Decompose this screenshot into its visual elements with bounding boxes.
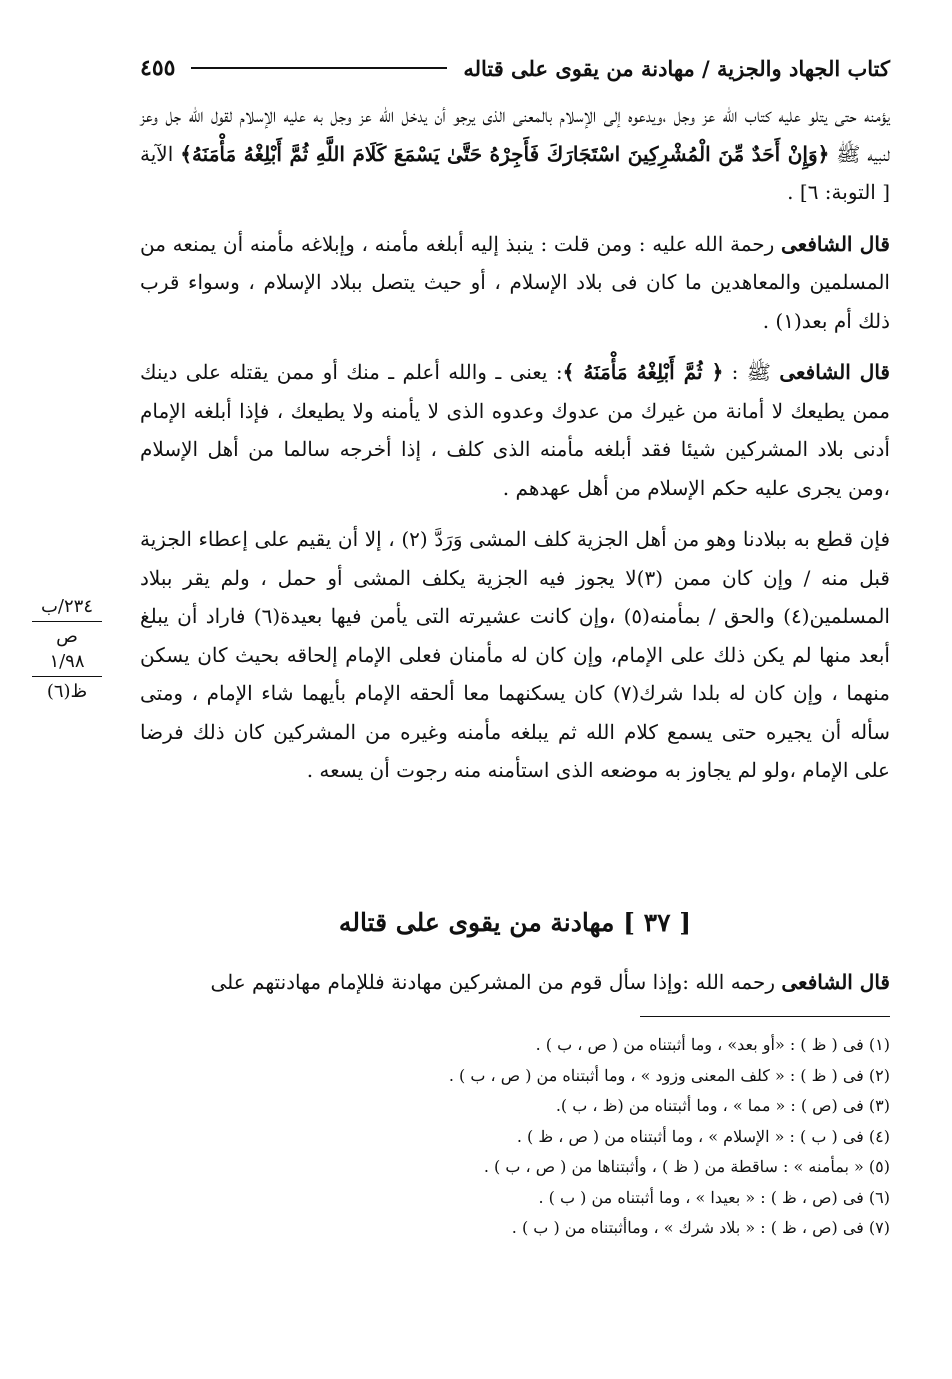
margin-note-folio-2: ١/٩٨ — [49, 651, 85, 672]
paragraph-3-text: ﷺ : — [723, 360, 780, 384]
paragraph-2-text: رحمة الله عليه : ومن قلت : ينبذ إليه أبلغه مأمنه ، وإبلاغه مأمنه أن يمنعه من المسلمين والمعاهدين ما كان فى بلاد الإسلام ، أو حيث يتصل ببلاد الإسلام ، وسواء قرب ذلك أم بعد(١) . — [140, 231, 890, 333]
paragraph-3-tail: : يعنى ـ والله أعلم ـ منك أو ممن يقتله على دينك ممن يطيعك لا أمانة من غيرك من عدوك وعدوه الذى لا يأمنه ولا يطيعك ، فإذا أبلغه الإمام أدنى بلاد المشركين شيئا فقد أبلغه مأمنه الذى كلف ، إذا أخرجه سالما من أهل الإسلام ،ومن يجرى عليه حكم الإسلام من أهل عهدهم . — [140, 360, 890, 500]
paragraph-1 — [140, 96, 890, 212]
margin-note-manuscript-2: ظ(٦) — [46, 681, 88, 702]
header-title: كتاب الجهاد والجزية / مهادنة من يقوى على قتاله — [463, 55, 890, 81]
margin-notes — [22, 594, 112, 704]
footnote: (٣) فى (ص ) : « مما » ، وما أثبتناه من (ظ ، ب ). — [555, 1096, 890, 1115]
page-number: ٤٥٥ — [140, 55, 176, 81]
running-header — [140, 48, 890, 88]
paragraph-4-text: فإن قطع به ببلادنا وهو من أهل الجزية كلف المشى وَرَدَّ (٢) ، إلا أن يقيم على إعطاء الجزية قبل منه / وإن كان ممن (٣)لا يجوز فيه الجزية يكلف المشى أو حمل ، ولم يقر ببلاد المسلمين(٤) والحق / بمأمنه(٥) ،وإن كانت عشيرته التى يأمن فيها بعيدة(٦) فاراد أن يبلغ أبعد منها لم يكن ذلك على الإمام، وإن كان له مأمنان فعلى الإمام إلحاقه بحيث كان يسكن منهما ، وإن كان له بلدا شرك(٧) كان يسكنهما معا ألحقه الإمام بأيهما شاء الإمام ، ومتى سأله أن يجيره حتى يسمع كلام الله ثم يبلغه مأمنه وغيره من المشركين كان ذلك فرضا على الإمام ،ولو لم يجاوز به موضعه الذى استأمنه منه رجوت أن يسعه . — [140, 527, 891, 782]
paragraph-4 — [140, 520, 890, 790]
footnote: (٥) « بمأمنه » : ساقطة من ( ظ ) ، وأثبتناها من ( ص ، ب ) . — [483, 1157, 890, 1176]
section-first-line — [140, 963, 890, 1001]
paragraph-3-lead: قال الشافعى — [779, 360, 890, 384]
footnote: (٧) فى (ص ، ظ ) : « بلاد شرك » ، وماأثبتناه من ( ب ) . — [511, 1218, 890, 1237]
margin-note-rule — [32, 621, 102, 622]
footnote: (٦) فى (ص ، ظ ) : « بعيدا » ، وما أثبتناه من ( ب ) . — [538, 1187, 890, 1207]
footnote: (٤) فى ( ب ) : « الإسلام » ، وما أثبتناه من ( ص ، ظ ) . — [516, 1126, 890, 1146]
paragraph-3-quran: ﴿ ثُمَّ أَبْلِغْهُ مَأْمَنَهُ ﴾ — [562, 360, 724, 384]
margin-note-manuscript: ص — [56, 626, 78, 647]
footnote-rule — [640, 1016, 890, 1017]
header-rule — [191, 67, 447, 69]
section-text: رحمه الله :وإذا سأل قوم من المشركين مهادنة فللإمام مهادنتهم على — [210, 970, 782, 994]
margin-note-rule-2 — [32, 676, 102, 677]
section-lead: قال الشافعى — [781, 970, 890, 994]
paragraph-1-quran: ﴿وَإِنْ أَحَدٌ مِّنَ الْمُشْرِكِينَ اسْتَجَارَكَ فَأَجِرْهُ حَتَّىٰ يَسْمَعَ كَلَامَ اللَّهِ ثُمَّ أَبْلِغْهُ مَأْمَنَهُ﴾ — [180, 141, 830, 166]
paragraph-3 — [140, 353, 890, 507]
body-text — [140, 96, 890, 803]
footnotes — [140, 1030, 890, 1244]
paragraph-1-tail: الآية [ التوبة: ٦] . — [140, 141, 890, 204]
footnote: (٢) فى ( ظ ) : « كلف المعنى وزود » ، وما أثبتناه من ( ص ، ب ) . — [448, 1065, 890, 1085]
footnote: (١) فى ( ظ ) : «أو بعد» ، وما أثبتناه من ( ص ، ب ) . — [535, 1035, 890, 1054]
paragraph-2 — [140, 225, 890, 341]
paragraph-1-text: يؤمنه حتى يتلو عليه كتاب الله عز وجل ،ويدعوه إلى الإسلام بالمعنى الذى يرجو أن يدخل الله عز وجل به عليه الإسلام لقول الله جل وعز لنبيه ﷺ — [140, 103, 890, 166]
section-heading: [ ٣٧ ] مهادنة من يقوى على قتاله — [338, 908, 692, 937]
paragraph-2-lead: قال الشافعى — [781, 231, 890, 256]
margin-note-folio: ٢٣٤/ب — [40, 596, 94, 617]
